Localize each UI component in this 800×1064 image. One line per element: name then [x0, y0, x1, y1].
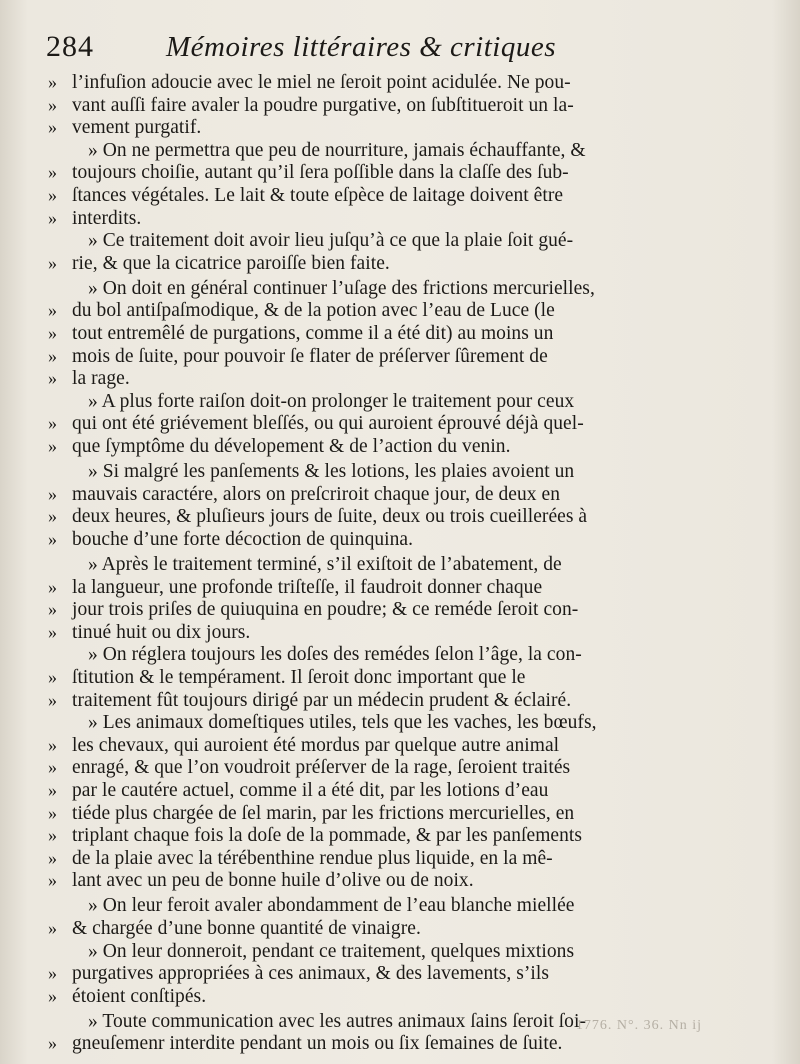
text-line [48, 622, 708, 645]
paragraph-start-line [48, 140, 708, 163]
text-line [48, 323, 708, 346]
line-text: purgatives appropriées à ces animaux, & des lavements, s’ils [72, 963, 550, 985]
text-line [48, 963, 708, 986]
quote-mark: » [48, 117, 57, 138]
text-line [48, 529, 708, 552]
text-line [48, 667, 708, 690]
quote-mark: » [48, 985, 57, 1006]
text-line [48, 208, 708, 231]
text-line [48, 986, 708, 1009]
quote-mark: » [48, 413, 57, 434]
body-text [48, 72, 708, 1056]
paragraph-start-line [48, 712, 708, 735]
text-line [48, 300, 708, 323]
text-line [48, 780, 708, 803]
line-text: & chargée d’une bonne quantité de vinaigre. [72, 917, 421, 939]
quote-mark: » [48, 300, 57, 321]
line-text: l’infuſion adoucie avec le miel ne ſeroit point acidulée. Ne pou- [72, 72, 571, 93]
line-text: du bol antiſpaſmodique, & de la potion avec l’eau de Luce (le [72, 300, 555, 322]
page-header [46, 30, 708, 68]
quote-mark: » [48, 757, 57, 778]
quote-mark: » [48, 483, 57, 504]
text-line [48, 72, 708, 95]
paragraph-start-line [48, 230, 708, 253]
line-text: par le cautére actuel, comme il a été dit, par les lotions d’eau [72, 779, 549, 801]
line-text: gneuſemenr interdite pendant un mois ou ſix ſemaines de ſuite. [72, 1033, 563, 1055]
quote-mark: » [48, 825, 57, 846]
text-line [48, 253, 708, 276]
text-line [48, 803, 708, 826]
quote-mark: » [48, 436, 57, 456]
text-line [48, 757, 708, 780]
paragraph-start-line [48, 461, 708, 484]
quote-mark: » [48, 734, 57, 755]
quote-mark: » [48, 576, 57, 597]
quote-mark: » [48, 847, 57, 868]
line-text: étoient conſtipés. [72, 985, 207, 1007]
paragraph-start-line [48, 278, 708, 301]
line-text: interdits. [72, 207, 142, 229]
line-text: lant avec un peu de bonne huile d’olive ou de noix. [72, 870, 474, 892]
line-text: » Toute communication avec les autres animaux ſains ſeroit ſoi- [88, 1010, 586, 1032]
running-title: Mémoires littéraires & critiques [166, 31, 556, 63]
line-text: rie, & que la cicatrice paroiſſe bien faite. [72, 252, 390, 274]
text-line [48, 848, 708, 871]
line-text: » Si malgré les panſements & les lotions, les plaies avoient un [88, 461, 575, 483]
quote-mark: » [48, 802, 57, 823]
line-text: » Ce traitement doit avoir lieu juſqu’à ce que la plaie ſoit gué- [88, 230, 574, 252]
text-line [48, 484, 708, 507]
quote-mark: » [48, 252, 57, 273]
paragraph-start-line [48, 644, 708, 667]
paragraph-start-line [48, 941, 708, 964]
line-text: enragé, & que l’on voudroit préſerver de la rage, ſeroient traités [72, 757, 571, 779]
text-line [48, 95, 708, 118]
line-text: mauvais caractére, alors on preſcriroit chaque jour, de deux en [72, 483, 561, 505]
line-text: les chevaux, qui auroient été mordus par quelque autre animal [72, 734, 560, 756]
text-line [48, 690, 708, 713]
quote-mark: » [48, 368, 57, 389]
quote-mark: » [48, 528, 57, 549]
line-text: » On leur donneroit, pendant ce traitement, quelques mixtions [88, 940, 575, 962]
text-line [48, 368, 708, 391]
quote-mark: » [48, 599, 57, 620]
line-text: » On leur feroit avaler abondamment de l’eau blanche miellée [88, 895, 575, 917]
paragraph-start-line [48, 895, 708, 918]
line-text: deux heures, & pluſieurs jours de ſuite, deux ou trois cueillerées à [72, 506, 588, 528]
text-line [48, 577, 708, 600]
quote-mark: » [48, 323, 57, 344]
text-line [48, 506, 708, 529]
text-line [48, 117, 708, 140]
quote-mark: » [48, 72, 57, 92]
line-text: traitement fût toujours dirigé par un médecin prudent & éclairé. [72, 689, 572, 711]
quote-mark: » [48, 917, 57, 938]
line-text: » On ne permettra que peu de nourriture, jamais échauffante, & [88, 139, 586, 161]
line-text: jour trois priſes de quiuquina en poudre; & ce reméde ſeroit con- [72, 599, 579, 621]
line-text: toujours choiſie, autant qu’il ſera poſſible dans la claſſe des ſub- [72, 162, 569, 184]
text-line [48, 825, 708, 848]
line-text: que ſymptôme du dévelopement & de l’action du venin. [72, 436, 511, 457]
line-text: la rage. [72, 368, 130, 390]
line-text: qui ont été griévement bleſſés, ou qui auroient éprouvé déjà quel- [72, 413, 584, 435]
text-line [48, 918, 708, 941]
quote-mark: » [48, 162, 57, 183]
quote-mark: » [48, 779, 57, 800]
quote-mark: » [48, 345, 57, 366]
text-line [48, 436, 708, 459]
quote-mark: » [48, 207, 57, 228]
quote-mark: » [48, 689, 57, 710]
quote-mark: » [48, 94, 57, 115]
line-text: tiéde plus chargée de ſel marin, par les frictions mercurielles, en [72, 802, 575, 824]
line-text: mois de ſuite, pour pouvoir ſe flater de préſerver ſûrement de [72, 345, 548, 367]
paragraph-start-line [48, 554, 708, 577]
text-line [48, 346, 708, 369]
quote-mark: » [48, 666, 57, 687]
line-text: tout entremêlé de purgations, comme il a été dit) au moins un [72, 323, 554, 345]
paragraph-start-line [48, 391, 708, 414]
text-line [48, 162, 708, 185]
line-text: vant auſſi faire avaler la poudre purgative, on ſubſtitueroit un la- [72, 94, 574, 116]
text-line [48, 1033, 708, 1056]
page-number: 284 [46, 30, 94, 63]
line-text: tinué huit ou dix jours. [72, 621, 251, 643]
quote-mark: » [48, 870, 57, 891]
line-text: » On doit en général continuer l’uſage des frictions mercurielles, [88, 277, 595, 299]
quote-mark: » [48, 1033, 57, 1054]
quote-mark: » [48, 184, 57, 205]
text-line [48, 599, 708, 622]
line-text: bouche d’une forte décoction de quinquina. [72, 528, 414, 550]
line-text: » Les animaux domeſtiques utiles, tels que les vaches, les bœufs, [88, 712, 597, 734]
text-line [48, 735, 708, 758]
quote-mark: » [48, 963, 57, 984]
line-text: vement purgatif. [72, 117, 202, 139]
line-text: triplant chaque fois la doſe de la pommade, & par les panſements [72, 825, 583, 847]
line-text: ſtitution & le tempérament. Il ſeroit donc important que le [72, 666, 526, 688]
line-text: » A plus forte raiſon doit-on prolonger le traitement pour ceux [88, 390, 575, 412]
quote-mark: » [48, 621, 57, 642]
line-text: » Après le traitement terminé, s’il exiſtoit de l’abatement, de [88, 553, 562, 575]
text-line [48, 870, 708, 893]
text-line [48, 413, 708, 436]
line-text: ſtances végétales. Le lait & toute eſpèce de laitage doivent être [72, 184, 564, 206]
line-text: de la plaie avec la térébenthine rendue plus liquide, en la mê- [72, 847, 553, 869]
quote-mark: » [48, 506, 57, 527]
signature-mark: 1776. N°. 36. Nn ij [575, 1018, 702, 1033]
text-line [48, 185, 708, 208]
line-text: » On réglera toujours les doſes des remédes ſelon l’âge, la con- [88, 644, 582, 666]
line-text: la langueur, une profonde triſteſſe, il faudroit donner chaque [72, 576, 543, 598]
